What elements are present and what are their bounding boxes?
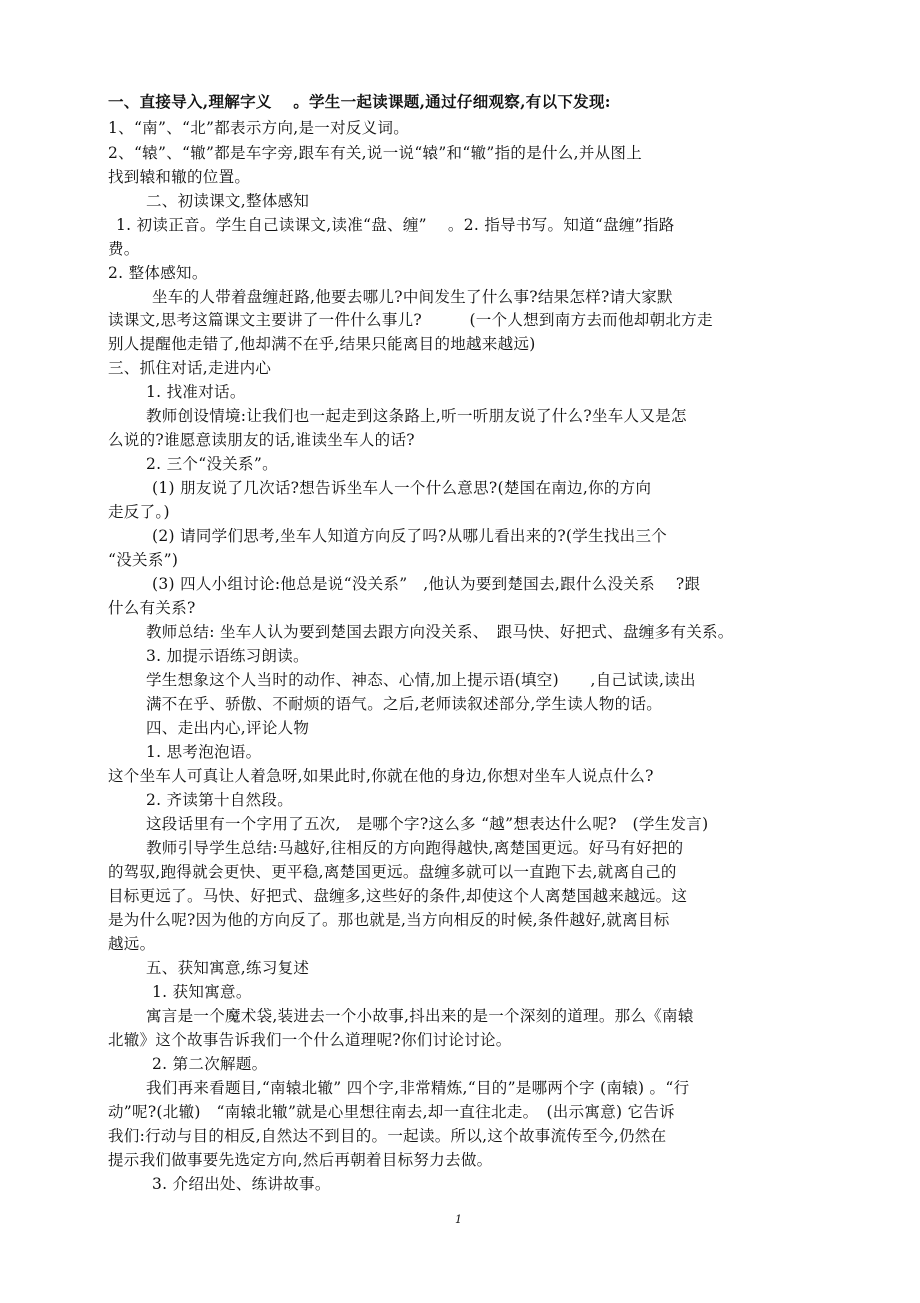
text-line: 教师创设情境:让我们也一起走到这条路上,听一听朋友说了什么?坐车人又是怎 — [146, 407, 687, 425]
text-line: 么说的?谁愿意读朋友的话,谁读坐车人的话? — [108, 431, 415, 449]
text-line: 动”呢?(北辙) “南辕北辙”就是心里想往南去,却一直往北走。 (出示寓意) 它告诉 — [108, 1103, 675, 1121]
text-line: 这段话里有一个字用了五次, 是哪个字?这么多 “越”想表达什么呢? (学生发言) — [146, 815, 709, 833]
text-line: 教师引导学生总结:马越好,往相反的方向跑得越快,离楚国更远。好马有好把的 — [146, 839, 684, 857]
text-line: 1. 获知寓意。 — [152, 983, 252, 1001]
text-line: (1) 朋友说了几次话?想告诉坐车人一个什么意思?(楚国在南边,你的方向 — [152, 479, 652, 497]
text-line: 学生想象这个人当时的动作、神态、心情,加上提示语(填空) ,自己试读,读出 — [146, 671, 696, 689]
page-number: 1 — [455, 1213, 462, 1226]
section-heading-3: 三、抓住对话,走进内心 — [108, 359, 272, 377]
text-line: 走反了。) — [108, 503, 170, 521]
text-line: 3. 加提示语练习朗读。 — [146, 647, 309, 665]
text-line: 2、“辕”、“辙”都是车字旁,跟车有关,说一说“辕”和“辙”指的是什么,并从图上 — [108, 144, 643, 162]
text-line: 目标更远了。马快、好把式、盘缠多,这些好的条件,却使这个人离楚国越来越远。这 — [108, 887, 688, 905]
text-line: 找到辕和辙的位置。 — [108, 168, 251, 186]
text-line: 满不在乎、骄傲、不耐烦的语气。之后,老师读叙述部分,学生读人物的话。 — [146, 695, 663, 713]
text-line: “没关系”) — [108, 551, 179, 569]
text-line: 读课文,思考这篇课文主要讲了一件什么事儿? (一个人想到南方去而他却朝北方走 — [108, 311, 713, 329]
section-heading-4: 四、走出内心,评论人物 — [146, 719, 310, 737]
text-line: 北辙》这个故事告诉我们一个什么道理呢?你们讨论讨论。 — [108, 1031, 512, 1049]
text-line: 寓言是一个魔术袋,装进去一个小故事,抖出来的是一个深刻的道理。那么《南辕 — [146, 1007, 694, 1025]
text-line: 2. 第二次解题。 — [152, 1055, 268, 1073]
text-line: 别人提醒他走错了,他却满不在乎,结果只能离目的地越来越远) — [108, 335, 536, 353]
text-line: 费。 — [108, 240, 140, 258]
text-line: 的驾驭,跑得就会更快、更平稳,离楚国更远。盘缠多就可以一直跑下去,就离自己的 — [108, 863, 677, 881]
section-heading-1: 一、直接导入,理解字义 。学生一起读课题,通过仔细观察,有以下发现: — [108, 92, 611, 111]
section-heading-5: 五、获知寓意,练习复述 — [146, 959, 310, 977]
text-line: 2. 三个“没关系”。 — [146, 455, 278, 473]
text-line: (3) 四人小组讨论:他总是说“没关系” ,他认为要到楚国去,跟什么没关系 ?跟 — [152, 575, 701, 593]
text-line: 1. 找准对话。 — [146, 383, 246, 401]
text-line: 2. 齐读第十自然段。 — [146, 791, 294, 809]
text-line: 2. 整体感知。 — [108, 264, 208, 282]
text-line: 1、“南”、“北”都表示方向,是一对反义词。 — [108, 119, 410, 137]
text-line: 越远。 — [108, 935, 156, 953]
text-line: 1. 思考泡泡语。 — [146, 743, 262, 761]
text-line: 是为什么呢?因为他的方向反了。那也就是,当方向相反的时候,条件越好,就离目标 — [108, 911, 670, 929]
text-line: 这个坐车人可真让人着急呀,如果此时,你就在他的身边,你想对坐车人说点什么? — [108, 767, 654, 785]
text-line: 什么有关系? — [108, 599, 196, 617]
text-line: 我们:行动与目的相反,自然达不到目的。一起读。所以,这个故事流传至今,仍然在 — [108, 1127, 667, 1145]
text-line: 教师总结: 坐车人认为要到楚国去跟方向没关系、 跟马快、好把式、盘缠多有关系。 — [146, 623, 734, 641]
text-line: 坐车的人带着盘缠赶路,他要去哪儿?中间发生了什么事?结果怎样?请大家默 — [152, 288, 673, 306]
text-line: 提示我们做事要先选定方向,然后再朝着目标努力去做。 — [108, 1151, 493, 1169]
text-line: 1. 初读正音。学生自己读课文,读准“盘、缠” 。2. 指导书写。知道“盘缠”指路 — [116, 216, 675, 234]
text-line: (2) 请同学们思考,坐车人知道方向反了吗?从哪儿看出来的?(学生找出三个 — [152, 527, 668, 545]
text-line: 我们再来看题目,“南辕北辙” 四个字,非常精炼,“目的”是哪两个字 (南辕) 。“行 — [146, 1079, 690, 1097]
section-heading-2: 二、初读课文,整体感知 — [146, 192, 310, 210]
text-line: 3. 介绍出处、练讲故事。 — [152, 1175, 331, 1193]
